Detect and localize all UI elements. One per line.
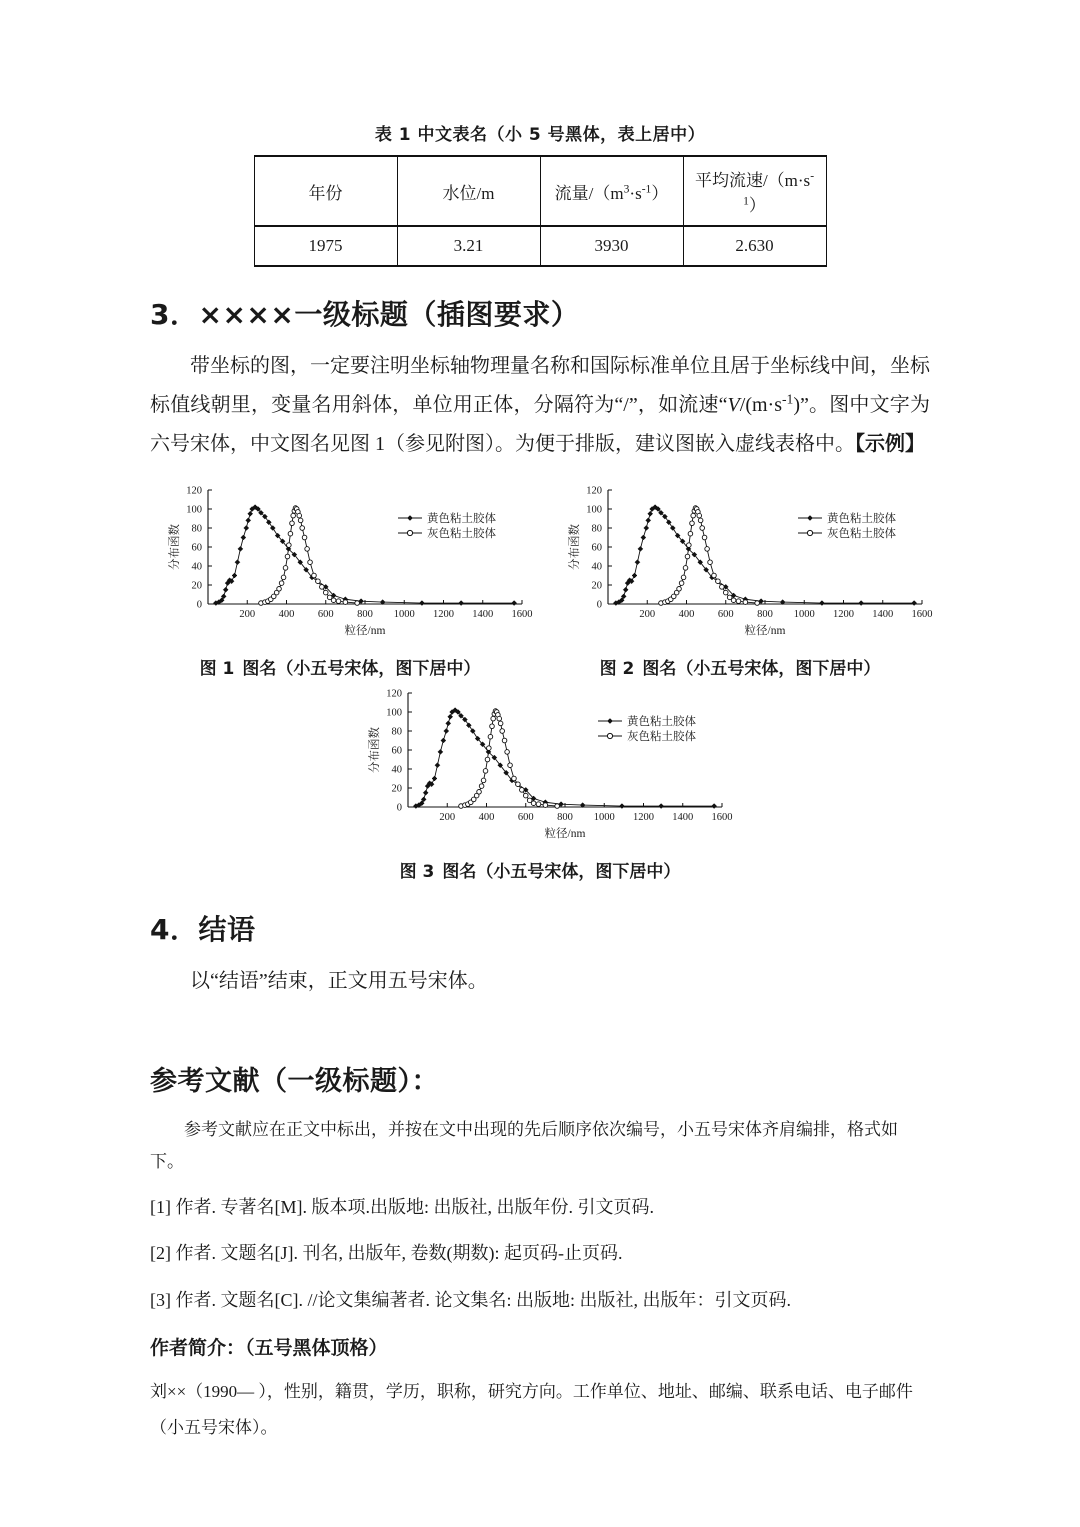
- figure-2-plot: [550, 480, 933, 648]
- figures-row-top: [150, 480, 933, 679]
- references-heading: 参考文献（一级标题）：: [150, 1066, 439, 1097]
- svg-text:灰色粘土胶体: 灰色粘土胶体: [827, 528, 896, 540]
- reference-item-3: [3] 作者. 文题名[C]. //论文集编著者. 论文集名: 出版地: 出版社, 出版年：引文页码.: [150, 1290, 791, 1311]
- svg-text:粒径/nm: 粒径/nm: [344, 625, 386, 637]
- table-header-cell-flow: 流量$/(m^3\cdot s^{-1})$: [540, 156, 683, 226]
- paragraph-superscript: -1: [781, 391, 794, 407]
- figure-1-number: 图 1: [199, 659, 235, 679]
- figure-3-caption-text: 图名（小五号宋体，图下居中）: [442, 862, 681, 882]
- svg-text:分布函数: 分布函数: [169, 524, 181, 570]
- svg-text:800: 800: [757, 609, 773, 620]
- svg-text:200: 200: [639, 609, 656, 620]
- italic-variable-v: V: [727, 394, 740, 416]
- svg-text:800: 800: [357, 609, 373, 620]
- svg-text:120: 120: [186, 485, 202, 497]
- svg-text:600: 600: [517, 812, 534, 823]
- example-marker: 【示例】: [855, 433, 925, 455]
- svg-text:0: 0: [596, 599, 602, 611]
- author-bio-line-1: 刘××（1990— ），性别，籍贯，学历，职称，研究方向。工作单位、地址、邮编、联系电话、电子邮件: [150, 1381, 913, 1401]
- table-cell-velocity: 2.630: [683, 226, 826, 266]
- svg-text:80: 80: [191, 523, 202, 535]
- svg-text:0: 0: [196, 599, 202, 611]
- svg-text:120: 120: [586, 485, 602, 497]
- svg-text:600: 600: [317, 609, 334, 620]
- figure-3-plot: [350, 683, 733, 851]
- table-cell-flow: 3930: [540, 226, 683, 266]
- paragraph-text-part1: 带坐标的图，一定要注明坐标轴物理量名称和国际标准单位且居于坐标线中间，坐标标值线朝里，变量名用斜体，单位用正体，分隔符为“/”，如流速“: [150, 355, 930, 416]
- svg-text:灰色粘土胶体: 灰色粘土胶体: [427, 528, 496, 540]
- svg-text:60: 60: [591, 542, 602, 554]
- svg-text:400: 400: [278, 609, 295, 620]
- svg-text:黄色粘土胶体: 黄色粘土胶体: [627, 716, 696, 728]
- table-cell-level: 3.21: [397, 226, 540, 266]
- references-section: [150, 1059, 930, 1315]
- svg-text:灰色粘土胶体: 灰色粘土胶体: [627, 731, 696, 743]
- svg-text:1400: 1400: [472, 609, 494, 620]
- svg-text:80: 80: [591, 523, 602, 535]
- svg-text:1000: 1000: [793, 609, 815, 620]
- figure-2-number: 图 2: [599, 659, 635, 679]
- paragraph-text-part3: )”。图中文字为六号宋体，中文图名见图 1（参见附图）。为便于排版，建议图嵌入虚线表格中。: [150, 394, 930, 455]
- figure-2: [550, 480, 933, 679]
- svg-text:分布函数: 分布函数: [569, 524, 581, 570]
- figure-3-number: 图 3: [399, 862, 435, 882]
- table-header-cell-year: 年份: [254, 156, 397, 226]
- figure-3: [350, 683, 733, 882]
- svg-text:20: 20: [591, 580, 602, 592]
- table-row: [254, 226, 826, 266]
- svg-text:800: 800: [557, 812, 573, 823]
- section-4-heading: 4．结语: [150, 913, 256, 946]
- figure-1-caption: [150, 654, 530, 679]
- svg-text:40: 40: [391, 764, 402, 776]
- svg-text:100: 100: [586, 504, 602, 516]
- svg-text:100: 100: [186, 504, 202, 516]
- chart-1-body: [167, 486, 533, 637]
- svg-text:1600: 1600: [911, 609, 933, 620]
- svg-text:80: 80: [391, 726, 402, 738]
- svg-text:40: 40: [591, 561, 602, 573]
- svg-text:600: 600: [717, 609, 734, 620]
- svg-text:1200: 1200: [433, 609, 454, 620]
- table-caption: [150, 120, 930, 145]
- svg-text:1000: 1000: [593, 812, 615, 823]
- figure-3-caption: [350, 857, 730, 882]
- data-table: [254, 155, 827, 267]
- section-3-paragraph: [150, 347, 930, 464]
- svg-text:粒径/nm: 粒径/nm: [544, 828, 586, 840]
- reference-item-2: [2] 作者. 文题名[J]. 刊名, 出版年, 卷数(期数): 起页码-止页码.: [150, 1243, 623, 1264]
- svg-text:1400: 1400: [872, 609, 894, 620]
- references-intro: 参考文献应在正文中标出，并按在文中出现的先后顺序依次编号，小五号宋体齐肩编排，格式如下。: [150, 1120, 898, 1172]
- svg-text:20: 20: [391, 783, 402, 795]
- table-section: [150, 120, 930, 267]
- table-header-cell-level: 水位/m: [397, 156, 540, 226]
- figure-2-caption: [550, 654, 930, 679]
- section-4: [150, 908, 930, 1001]
- svg-text:200: 200: [439, 812, 456, 823]
- svg-text:60: 60: [191, 542, 202, 554]
- svg-text:1000: 1000: [393, 609, 415, 620]
- table-cell-year: 1975: [254, 226, 397, 266]
- section-4-paragraph: 以“结语”结束，正文用五号宋体。: [190, 970, 488, 992]
- svg-text:黄色粘土胶体: 黄色粘土胶体: [827, 513, 896, 525]
- svg-text:1600: 1600: [711, 812, 733, 823]
- svg-text:20: 20: [191, 580, 202, 592]
- svg-text:黄色粘土胶体: 黄色粘土胶体: [427, 513, 496, 525]
- svg-text:1400: 1400: [672, 812, 694, 823]
- svg-text:0: 0: [396, 802, 402, 814]
- chart-2-body: [567, 486, 933, 637]
- table-header-cell-velocity: 平均流速$/(m\cdot s^{-1})$: [683, 156, 826, 226]
- svg-text:1600: 1600: [511, 609, 533, 620]
- author-bio-line-2: （小五号宋体）。: [150, 1417, 278, 1437]
- section-3-heading: 3．××××一级标题（插图要求）: [150, 298, 580, 331]
- svg-text:400: 400: [678, 609, 695, 620]
- svg-text:1200: 1200: [633, 812, 654, 823]
- figure-1-caption-text: 图名（小五号宋体，图下居中）: [242, 659, 481, 679]
- author-info-section: [150, 1333, 930, 1445]
- svg-text:粒径/nm: 粒径/nm: [744, 625, 786, 637]
- table-caption-text: 表 1 中文表名（小 5 号黑体，表上居中）: [374, 125, 706, 145]
- svg-text:200: 200: [239, 609, 256, 620]
- table-header-row: [254, 156, 826, 226]
- paragraph-text-part2: /(m·s: [739, 394, 782, 416]
- svg-text:60: 60: [391, 745, 402, 757]
- reference-item-1: [1] 作者. 专著名[M]. 版本项.出版地: 出版社, 出版年份. 引文页码.: [150, 1196, 654, 1217]
- figure-1: [150, 480, 533, 679]
- svg-text:40: 40: [191, 561, 202, 573]
- svg-text:分布函数: 分布函数: [369, 727, 381, 773]
- svg-text:120: 120: [386, 688, 402, 700]
- svg-text:100: 100: [386, 707, 402, 719]
- figure-2-caption-text: 图名（小五号宋体，图下居中）: [642, 659, 881, 679]
- svg-text:1200: 1200: [833, 609, 854, 620]
- figure-1-plot: [150, 480, 533, 648]
- svg-text:400: 400: [478, 812, 495, 823]
- chart-3-body: [367, 689, 733, 840]
- author-info-heading: 作者简介：（五号黑体顶格）: [150, 1336, 388, 1359]
